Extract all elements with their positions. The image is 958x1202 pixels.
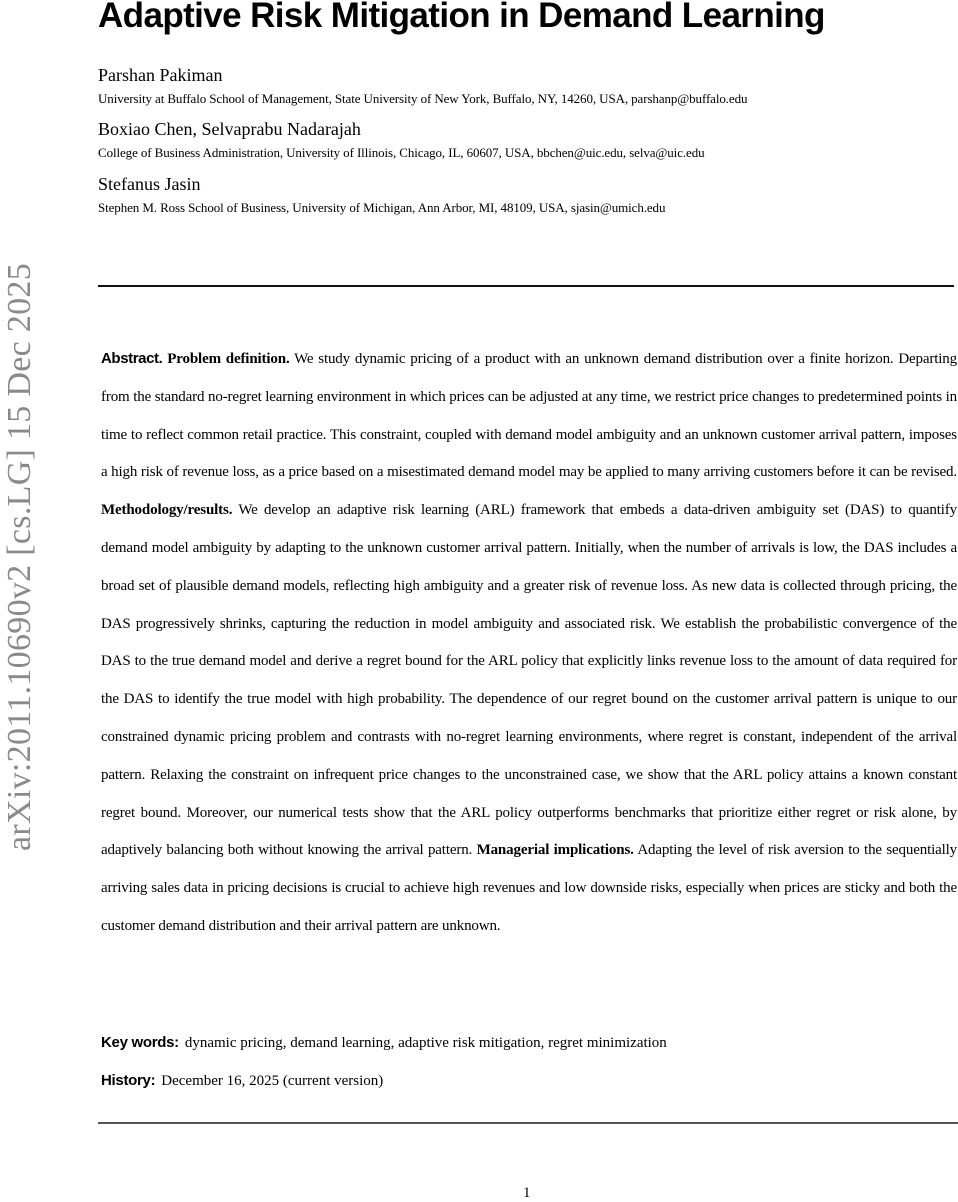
page-number: 1 bbox=[523, 1185, 531, 1201]
arxiv-identifier: arXiv:2011.10690v2 [cs.LG] 15 Dec 2025 bbox=[1, 262, 38, 852]
methodology-label: Methodology/results. bbox=[101, 502, 233, 519]
keywords-label: Key words: bbox=[101, 1034, 179, 1051]
history-text: December 16, 2025 (current version) bbox=[161, 1073, 384, 1089]
managerial-text: Adapting the level of risk aversion to the sequentially arriving sales data in pricing decisions is crucial to achieve high revenues and low downside risks, especially when prices are sticky and both the customer demand distribution and their arrival pattern are unknown. bbox=[101, 842, 958, 934]
header-divider bbox=[98, 285, 954, 287]
abstract bbox=[101, 340, 957, 946]
author-names-3: Stefanus Jasin bbox=[98, 174, 201, 194]
abstract-label: Abstract. bbox=[101, 350, 163, 367]
keywords-text: dynamic pricing, demand learning, adaptive risk mitigation, regret minimization bbox=[184, 1035, 667, 1051]
problem-definition-label: Problem definition. bbox=[167, 351, 290, 367]
arxiv-stamp bbox=[2, 237, 38, 877]
author-affiliation-2: College of Business Administration, University of Illinois, Chicago, IL, 60607, USA, bbchen@uic.edu, selva@uic.edu bbox=[98, 145, 705, 160]
keywords bbox=[101, 1033, 667, 1053]
footer-divider bbox=[98, 1122, 958, 1124]
author-affiliation-1: University at Buffalo School of Management, State University of New York, Buffalo, NY, 14260, USA, parshanp@buffalo.edu bbox=[98, 91, 748, 106]
author-names-2: Boxiao Chen, Selvaprabu Nadarajah bbox=[98, 119, 361, 139]
paper-title: Adaptive Risk Mitigation in Demand Learning bbox=[98, 0, 825, 35]
history bbox=[101, 1071, 383, 1091]
problem-definition-text: We study dynamic pricing of a product with an unknown demand distribution over a finite horizon. Departing from the standard no-regret learning environment in which prices can be adjusted at any time, we restrict price changes to predetermined points in time to reflect common retail practice. This constraint, coupled with demand model ambiguity and an unknown customer arrival pattern, imposes a high risk of revenue loss, as a price based on a misestimated demand model may be applied to many arriving customers before it can be revised. bbox=[101, 351, 957, 481]
author-names-1: Parshan Pakiman bbox=[98, 65, 223, 85]
methodology-text: We develop an adaptive risk learning (ARL) framework that embeds a data-driven ambiguity set (DAS) to quantify demand model ambiguity by adapting to the unknown customer arrival pattern. Initially, when the number of arrivals is low, the DAS includes a broad set of plausible demand models, reflecting high ambiguity and a greater risk of revenue loss. As new data is collected through pricing, the DAS progressively shrinks, capturing the reduction in model ambiguity and associated risk. We establish the probabilistic convergence of the DAS to the true demand model and derive a regret bound for the ARL policy that explicitly links revenue loss to the amount of data required for the DAS to identify the true model with high probability. The dependence of our regret bound on the customer arrival pattern is unique to our constrained dynamic pricing problem and contrasts with no-regret learning environments, where regret is constant, independent of the arrival pattern. Relaxing the constraint on infrequent price changes to the unconstrained case, we show that the ARL policy attains a known constant regret bound. Moreover, our numerical tests show that the ARL policy outperforms benchmarks that prioritize either regret or risk alone, by adaptively balancing both without knowing the arrival pattern. bbox=[101, 502, 957, 859]
author-affiliation-3: Stephen M. Ross School of Business, University of Michigan, Ann Arbor, MI, 48109, USA, sjasin@umich.edu bbox=[98, 200, 666, 215]
history-label: History: bbox=[101, 1072, 156, 1089]
managerial-label: Managerial implications. bbox=[476, 842, 634, 859]
